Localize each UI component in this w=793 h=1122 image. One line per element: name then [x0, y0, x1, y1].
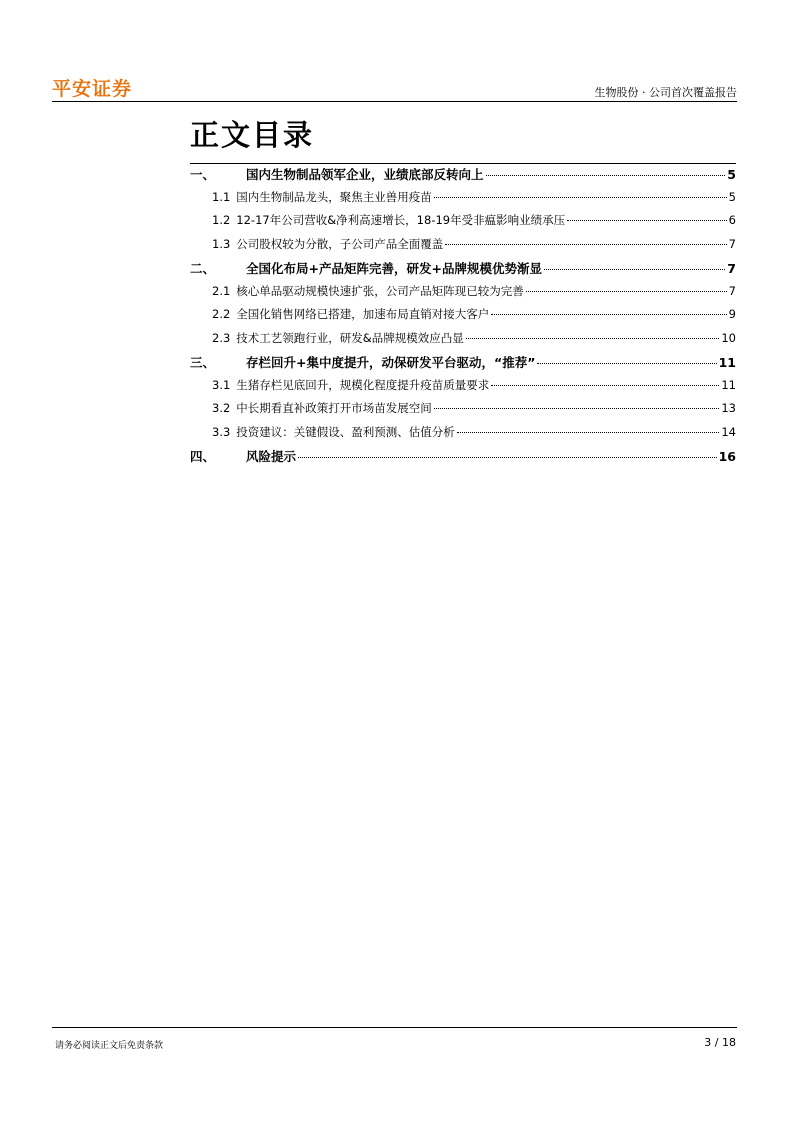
- header-divider: [52, 101, 737, 102]
- toc-entry-label: 生猪存栏见底回升，规模化程度提升疫苗质量要求: [236, 377, 490, 392]
- toc-subsection-entry[interactable]: [190, 330, 736, 354]
- toc-subsection-entry[interactable]: [190, 306, 736, 330]
- report-label: 生物股份 · 公司首次覆盖报告: [594, 86, 737, 99]
- toc-entry-page-number: 13: [721, 401, 736, 415]
- toc-dot-leader: [457, 432, 720, 433]
- toc-entry-number: 2.3: [212, 330, 231, 345]
- toc-entry-number: 四、: [190, 449, 216, 464]
- brand-logo: 平安证券: [52, 78, 133, 100]
- footer-disclaimer: 请务必阅读正文后免责条款: [55, 1041, 164, 1051]
- toc-entry-page-number: 11: [718, 355, 736, 370]
- toc-entry-label: 12-17年公司营收&净利高速增长，18-19年受非瘟影响业绩承压: [236, 213, 566, 227]
- toc-entry-label: 全国化布局+产品矩阵完善，研发+品牌规模优势渐显: [246, 261, 542, 276]
- toc-entry-label: 公司股权较为分散，子公司产品全面覆盖: [236, 236, 444, 251]
- toc-subsection-entry[interactable]: [190, 283, 736, 307]
- toc-entry-number: 二、: [190, 261, 216, 276]
- toc-subsection-entry[interactable]: [190, 424, 736, 448]
- toc-dot-leader: [466, 338, 720, 339]
- toc-entry-page-number: 11: [721, 377, 736, 392]
- toc-title: 正文目录: [190, 118, 315, 152]
- toc-dot-leader: [434, 197, 727, 198]
- toc-entry-number: 2.2: [212, 307, 231, 321]
- toc-dot-leader: [544, 269, 725, 270]
- toc-entry-number: 三、: [190, 355, 216, 370]
- toc-subsection-entry[interactable]: [190, 400, 736, 424]
- toc-section-entry[interactable]: [190, 447, 736, 471]
- toc-entry-label: 国内生物制品领军企业，业绩底部反转向上: [246, 167, 484, 182]
- toc-dot-leader: [491, 385, 719, 386]
- toc-entry-page-number: 5: [727, 167, 736, 182]
- toc-dot-leader: [434, 408, 720, 409]
- toc-entry-number: 3.3: [212, 424, 231, 439]
- toc-entry-number: 3.2: [212, 401, 231, 415]
- toc-entry-page-number: 9: [728, 307, 736, 321]
- toc-subsection-entry[interactable]: [190, 236, 736, 260]
- toc-dot-leader: [445, 244, 726, 245]
- toc-entry-page-number: 14: [721, 424, 736, 439]
- toc-dot-leader: [526, 291, 727, 292]
- toc-entry-label: 全国化销售网络已搭建，加速布局直销对接大客户: [236, 307, 490, 321]
- toc-section-entry[interactable]: [190, 165, 736, 189]
- toc-entry-page-number: 5: [728, 189, 736, 204]
- toc-dot-leader: [486, 175, 726, 176]
- toc-section-entry[interactable]: [190, 353, 736, 377]
- toc-dot-leader: [567, 220, 727, 221]
- toc-dot-leader: [491, 314, 726, 315]
- toc-entry-number: 3.1: [212, 377, 231, 392]
- toc-entry-label: 国内生物制品龙头，聚焦主业兽用疫苗: [236, 189, 432, 204]
- toc-entry-number: 2.1: [212, 283, 231, 298]
- toc-entry-page-number: 10: [721, 330, 736, 345]
- toc-entry-number: 1.3: [212, 236, 231, 251]
- toc-entry-label: 风险提示: [246, 449, 297, 464]
- toc-entry-label: 核心单品驱动规模快速扩张，公司产品矩阵现已较为完善: [236, 283, 524, 298]
- toc-entry-label: 技术工艺领跑行业，研发&品牌规模效应凸显: [236, 330, 464, 345]
- toc-entry-label: 中长期看直补政策打开市场苗发展空间: [236, 401, 432, 415]
- toc-entry-number: 一、: [190, 167, 216, 182]
- toc-entry-page-number: 16: [718, 449, 736, 464]
- toc-entry-label: 投资建议：关键假设、盈利预测、估值分析: [236, 424, 455, 439]
- toc-subsection-entry[interactable]: [190, 189, 736, 213]
- toc-entry-number: 1.1: [212, 189, 231, 204]
- toc-subsection-entry[interactable]: [190, 377, 736, 401]
- toc-subsection-entry[interactable]: [190, 212, 736, 236]
- toc-entry-page-number: 6: [728, 213, 736, 227]
- toc-entry-page-number: 7: [728, 283, 736, 298]
- footer-divider: [52, 1027, 737, 1028]
- toc-entry-page-number: 7: [727, 261, 736, 276]
- toc-entry-page-number: 7: [728, 236, 736, 251]
- toc-section-entry[interactable]: [190, 259, 736, 283]
- toc-dot-leader: [537, 363, 716, 364]
- toc-title-divider: [190, 163, 736, 164]
- page-indicator: 3 / 18: [704, 1036, 736, 1049]
- toc-dot-leader: [298, 457, 717, 458]
- table-of-contents: [190, 165, 736, 471]
- toc-entry-label: 存栏回升+集中度提升，动保研发平台驱动，“推荐”: [246, 355, 536, 370]
- toc-entry-number: 1.2: [212, 213, 231, 227]
